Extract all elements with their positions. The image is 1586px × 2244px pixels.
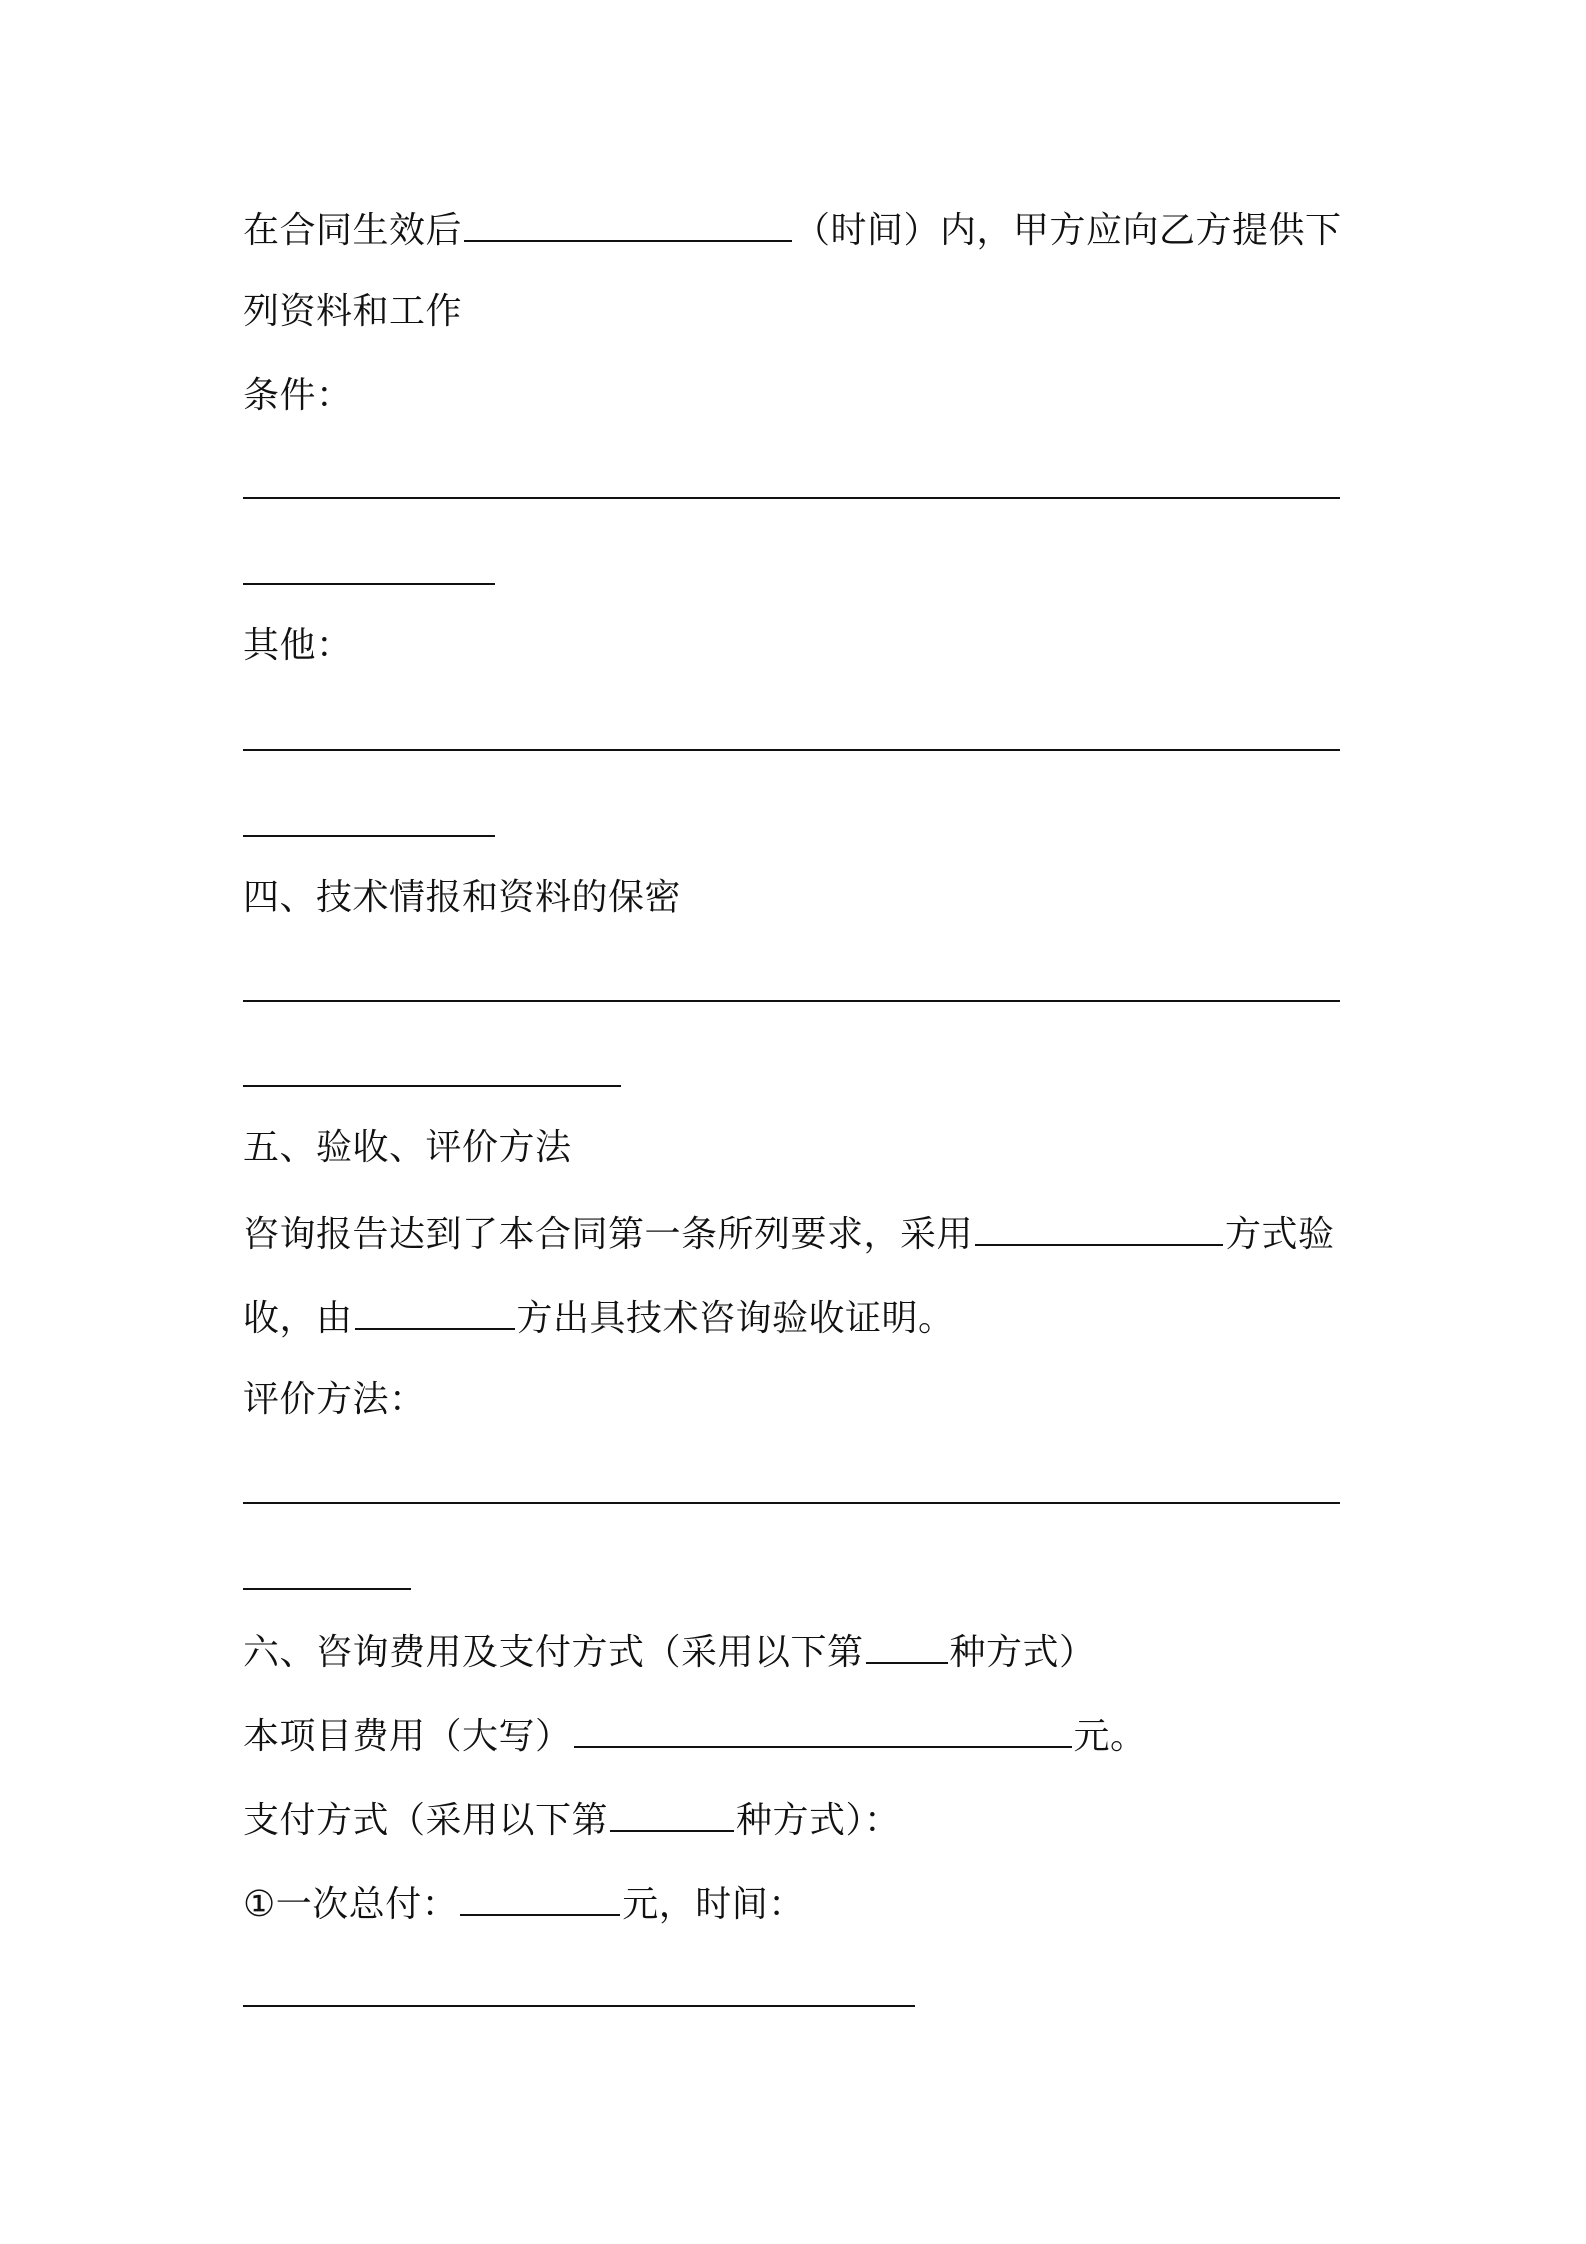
text-line [243, 1878, 805, 1929]
fill-rule[interactable] [243, 1000, 1340, 1002]
text-line [243, 1292, 955, 1343]
text: 六、咨询费用及支付方式（采用以下第 [243, 1632, 864, 1673]
text-line [243, 1208, 1335, 1259]
fill-blank[interactable] [355, 1292, 515, 1330]
label-evaluation: 评价方法： [243, 1379, 426, 1420]
text: 方出具技术咨询验收证明。 [516, 1298, 955, 1339]
section-heading: 五、验收、评价方法 [243, 1127, 572, 1168]
fill-rule[interactable] [243, 1085, 621, 1087]
text: （时间）内，甲方应向乙方提供下 [794, 210, 1342, 251]
text: 元，时间： [622, 1884, 805, 1925]
text-line [243, 204, 1342, 255]
text: 本项目费用（大写） [243, 1716, 572, 1757]
fill-rule[interactable] [243, 583, 495, 585]
section-heading [243, 1626, 1096, 1677]
text: 收，由 [243, 1298, 353, 1339]
text: 种方式） [949, 1632, 1096, 1673]
label-conditions: 条件： [243, 375, 353, 416]
fill-blank[interactable] [975, 1208, 1223, 1246]
text: 支付方式（采用以下第 [243, 1800, 609, 1841]
fill-blank[interactable] [610, 1794, 734, 1832]
fill-rule[interactable] [243, 2005, 915, 2007]
fill-blank[interactable] [866, 1626, 948, 1664]
text: 咨询报告达到了本合同第一条所列要求，采用 [243, 1214, 974, 1255]
section-heading: 四、技术情报和资料的保密 [243, 877, 682, 918]
label-other: 其他： [243, 625, 353, 666]
text-line [243, 1710, 1147, 1761]
text: 元。 [1073, 1716, 1147, 1757]
fill-rule[interactable] [243, 497, 1340, 499]
text: ①一次总付： [243, 1884, 459, 1925]
fill-rule[interactable] [243, 1588, 411, 1590]
text-line: 列资料和工作 [243, 291, 463, 332]
fill-blank[interactable] [464, 204, 792, 242]
fill-blank[interactable] [574, 1710, 1072, 1748]
fill-rule[interactable] [243, 835, 495, 837]
text: 方式验 [1225, 1214, 1335, 1255]
fill-rule[interactable] [243, 749, 1340, 751]
text: 在合同生效后 [243, 210, 463, 251]
fill-blank[interactable] [460, 1878, 620, 1916]
fill-rule[interactable] [243, 1502, 1340, 1504]
text: 种方式）： [736, 1800, 901, 1841]
text-line [243, 1794, 901, 1845]
